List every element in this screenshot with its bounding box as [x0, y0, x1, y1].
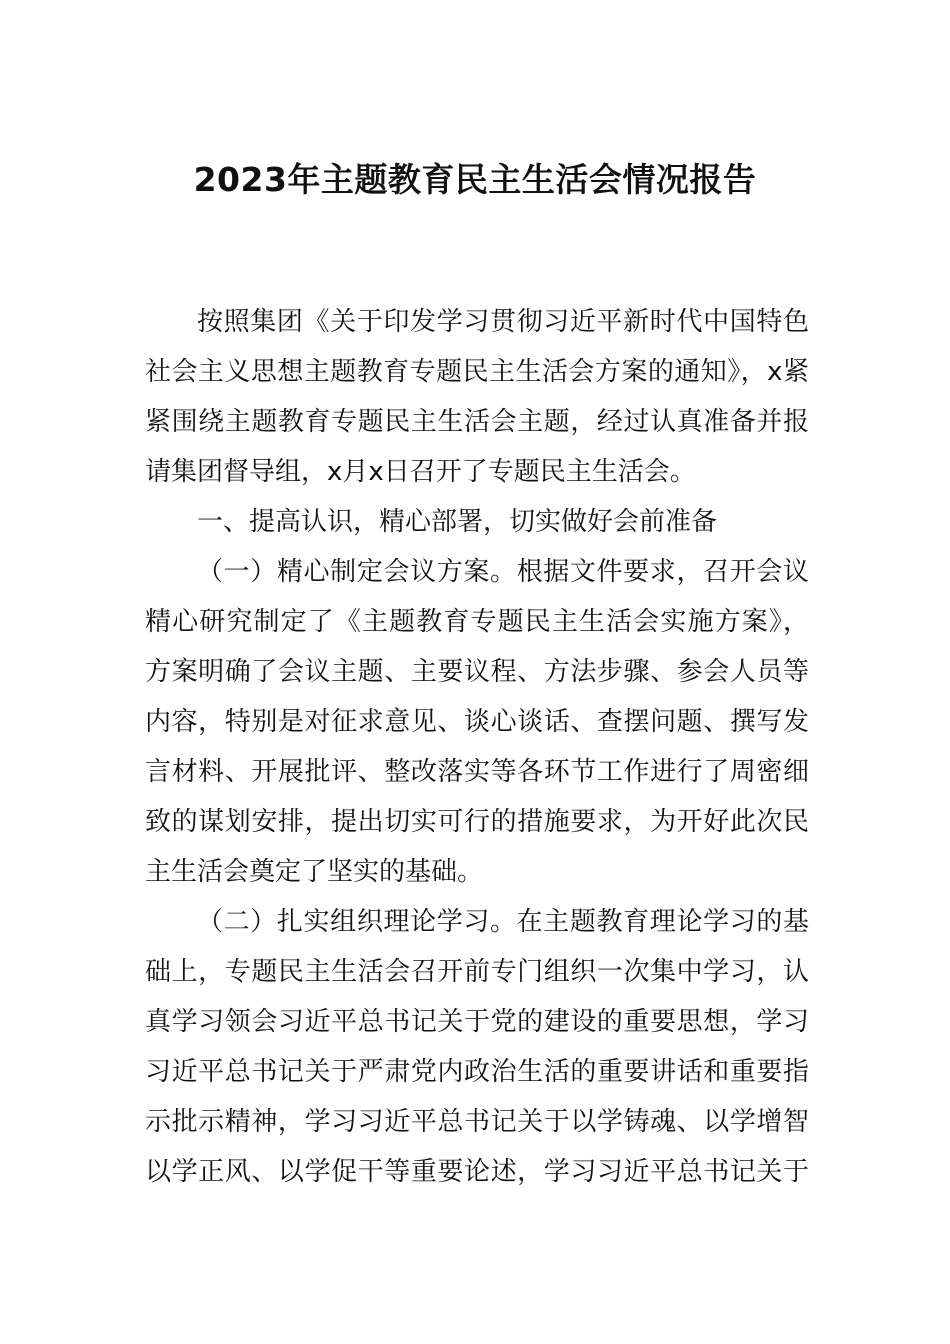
- paragraph-line: 真学习领会习近平总书记关于党的建设的重要思想，学习: [145, 1007, 809, 1037]
- paragraph-line: 示批示精神，学习习近平总书记关于以学铸魂、以学增智: [145, 1107, 809, 1137]
- paragraph-line: 习近平总书记关于严肃党内政治生活的重要讲话和重要指: [145, 1057, 809, 1087]
- paragraph-line: 主生活会奠定了坚实的基础。: [145, 857, 484, 887]
- paragraph-line: 方案明确了会议主题、主要议程、方法步骤、参会人员等: [145, 657, 809, 687]
- paragraph-line: 础上，专题民主生活会召开前专门组织一次集中学习，认: [145, 957, 809, 987]
- document-body: [145, 297, 809, 1197]
- paragraph-line: 按照集团《关于印发学习贯彻习近平新时代中国特色: [197, 307, 809, 337]
- paragraph-line: 社会主义思想主题教育专题民主生活会方案的通知》，x紧: [145, 357, 809, 387]
- paragraph-line: （二）扎实组织理论学习。在主题教育理论学习的基: [197, 907, 809, 937]
- paragraph-line: （一）精心制定会议方案。根据文件要求，召开会议: [197, 557, 809, 587]
- paragraph-line: 致的谋划安排，提出切实可行的措施要求，为开好此次民: [145, 807, 809, 837]
- document-title: 2023年主题教育民主生活会情况报告: [193, 160, 757, 199]
- paragraph-line: 以学正风、以学促干等重要论述，学习习近平总书记关于: [145, 1157, 809, 1187]
- paragraph-line: 言材料、开展批评、整改落实等各环节工作进行了周密细: [145, 757, 809, 787]
- section-heading: 一、提高认识，精心部署，切实做好会前准备: [197, 507, 718, 537]
- paragraph-line: 精心研究制定了《主题教育专题民主生活会实施方案》，: [145, 607, 809, 637]
- paragraph-line: 紧围绕主题教育专题民主生活会主题，经过认真准备并报: [145, 407, 809, 437]
- paragraph-line: 请集团督导组，x月x日召开了专题民主生活会。: [145, 457, 696, 487]
- paragraph-line: 内容，特别是对征求意见、谈心谈话、查摆问题、撰写发: [145, 707, 809, 737]
